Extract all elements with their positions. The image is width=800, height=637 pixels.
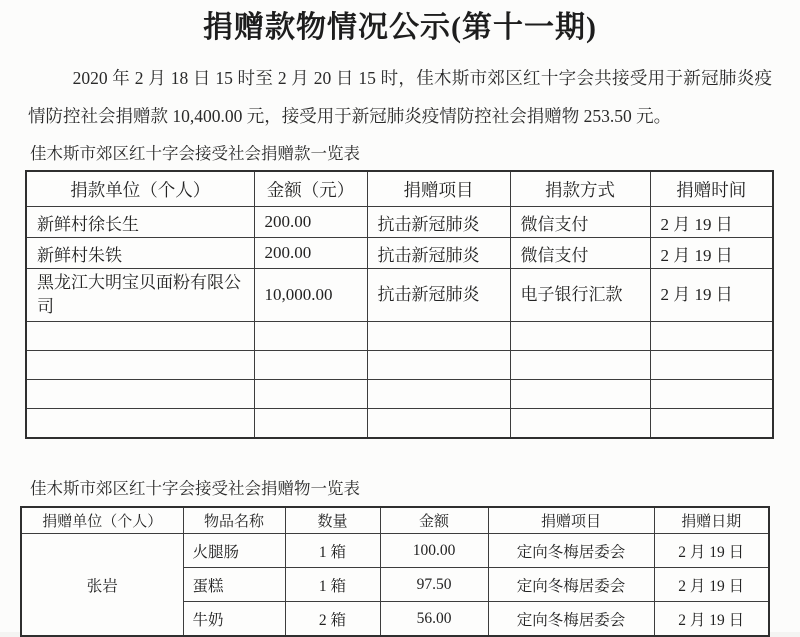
cell-time <box>650 409 773 439</box>
cell-project <box>367 409 510 439</box>
goods-header-quantity: 数量 <box>285 507 380 534</box>
cell-date: 2 月 19 日 <box>654 602 769 637</box>
funds-table-row <box>26 269 773 322</box>
cell-item: 蛋糕 <box>183 568 285 602</box>
cell-time <box>650 380 773 409</box>
cell-amount: 56.00 <box>380 602 488 637</box>
funds-header-donor: 捐款单位（个人） <box>26 171 254 207</box>
intro-paragraph: 2020 年 2 月 18 日 15 时至 2 月 20 日 15 时，佳木斯市郊区红十字会共接受用于新冠肺炎疫情防控社会捐赠款 10,400.00 元，接受用于新冠肺炎疫情防控社会捐赠物 253.50 元。 <box>28 68 772 126</box>
cell-time <box>650 322 773 351</box>
cell-item: 牛奶 <box>183 602 285 637</box>
funds-table-header-row <box>26 171 773 207</box>
cell-amount: 200.00 <box>254 207 367 238</box>
funds-header-amount: 金额（元） <box>254 171 367 207</box>
cell-project: 抗击新冠肺炎 <box>367 269 510 322</box>
cell-donor <box>26 380 254 409</box>
cell-amount: 100.00 <box>380 534 488 568</box>
goods-table-header-row <box>21 507 769 534</box>
funds-table-empty-row <box>26 351 773 380</box>
cell-amount: 200.00 <box>254 238 367 269</box>
funds-table-row <box>26 207 773 238</box>
funds-table-empty-row <box>26 409 773 439</box>
cell-donor <box>26 322 254 351</box>
cell-date: 2 月 19 日 <box>654 568 769 602</box>
cell-project: 定向冬梅居委会 <box>488 602 654 637</box>
cell-donor: 黑龙江大明宝贝面粉有限公司 <box>26 269 254 322</box>
cell-project: 抗击新冠肺炎 <box>367 207 510 238</box>
cell-time: 2 月 19 日 <box>650 238 773 269</box>
funds-table-empty-row <box>26 380 773 409</box>
funds-table <box>25 170 774 439</box>
cell-project <box>367 322 510 351</box>
goods-header-amount: 金额 <box>380 507 488 534</box>
cell-method <box>510 322 650 351</box>
cell-quantity: 2 箱 <box>285 602 380 637</box>
cell-donor: 新鲜村朱铁 <box>26 238 254 269</box>
cell-time: 2 月 19 日 <box>650 207 773 238</box>
cell-method: 电子银行汇款 <box>510 269 650 322</box>
cell-project <box>367 351 510 380</box>
cell-quantity: 1 箱 <box>285 534 380 568</box>
cell-project: 定向冬梅居委会 <box>488 568 654 602</box>
funds-table-caption: 佳木斯市郊区红十字会接受社会捐赠款一览表 <box>30 144 360 163</box>
cell-amount <box>254 351 367 380</box>
cell-item: 火腿肠 <box>183 534 285 568</box>
cell-donor <box>26 351 254 380</box>
funds-table-empty-row <box>26 322 773 351</box>
cell-method: 微信支付 <box>510 207 650 238</box>
cell-method <box>510 380 650 409</box>
cell-time: 2 月 19 日 <box>650 269 773 322</box>
cell-quantity: 1 箱 <box>285 568 380 602</box>
funds-table-row <box>26 238 773 269</box>
cell-method <box>510 351 650 380</box>
cell-amount <box>254 380 367 409</box>
cell-project: 定向冬梅居委会 <box>488 534 654 568</box>
cell-project: 抗击新冠肺炎 <box>367 238 510 269</box>
cell-time <box>650 351 773 380</box>
cell-method: 微信支付 <box>510 238 650 269</box>
cell-amount <box>254 409 367 439</box>
goods-table-row <box>21 534 769 568</box>
cell-donor: 新鲜村徐长生 <box>26 207 254 238</box>
goods-header-item: 物品名称 <box>183 507 285 534</box>
cell-amount: 97.50 <box>380 568 488 602</box>
cell-amount: 10,000.00 <box>254 269 367 322</box>
goods-header-project: 捐赠项目 <box>488 507 654 534</box>
goods-table-caption: 佳木斯市郊区红十字会接受社会捐赠物一览表 <box>30 479 360 498</box>
goods-table <box>20 506 770 637</box>
cell-date: 2 月 19 日 <box>654 534 769 568</box>
cell-amount <box>254 322 367 351</box>
cell-donor: 张岩 <box>21 534 183 637</box>
funds-header-time: 捐赠时间 <box>650 171 773 207</box>
cell-method <box>510 409 650 439</box>
cell-donor <box>26 409 254 439</box>
goods-header-donor: 捐赠单位（个人） <box>21 507 183 534</box>
page-title: 捐赠款物情况公示(第十一期) <box>203 11 597 44</box>
goods-header-date: 捐赠日期 <box>654 507 769 534</box>
funds-header-method: 捐款方式 <box>510 171 650 207</box>
cell-project <box>367 380 510 409</box>
funds-header-project: 捐赠项目 <box>367 171 510 207</box>
